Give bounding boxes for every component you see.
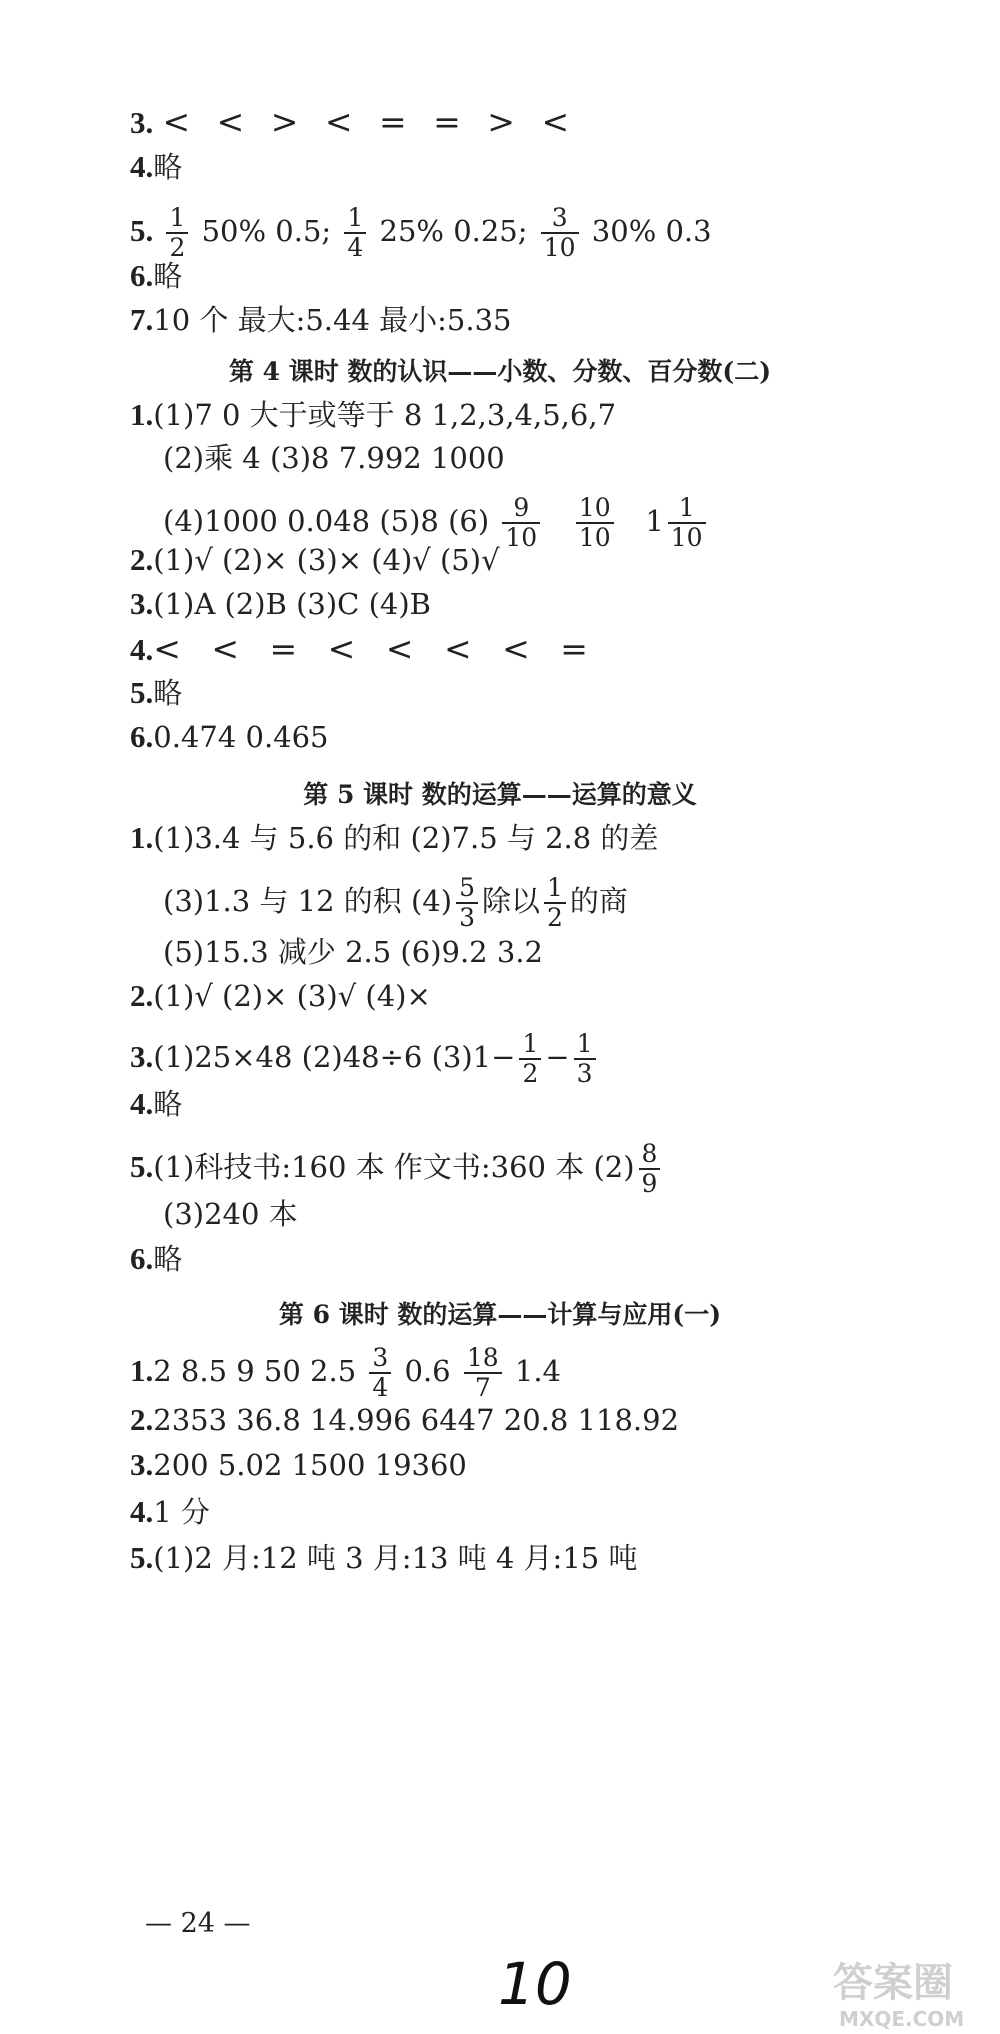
lesson6-heading: 第 6 课时 数的运算——计算与应用(一) <box>278 1300 722 1329</box>
svg-text:答案圈: 答案圈 <box>833 1960 953 2006</box>
q5-line: 5. $\frac{1}{2}$ 50% 0.5; $\frac{1}{4}$ 25% 0.25; $\frac{3}{10}$ 30% 0.3 <box>130 203 712 262</box>
l5-q5-cont: (3)240 本 <box>163 1197 298 1231</box>
l5-q2: 2.(1)√ (2)× (3)√ (4)× <box>130 978 431 1013</box>
fraction: $\frac{1}{2}$ <box>544 874 566 932</box>
l5-q6: 6.略 <box>130 1241 183 1276</box>
fraction: $\frac{9}{10}$ <box>502 494 540 552</box>
l4-q3: 3.(1)A (2)B (3)C (4)B <box>130 586 431 621</box>
l4-q1: 1.(1)7 0 大于或等于 8 1,2,3,4,5,6,7 <box>130 397 617 432</box>
l4-q5: 5.略 <box>130 675 183 710</box>
q6-line: 6.略 <box>130 258 183 293</box>
l6-q5: 5.(1)2 月:12 吨 3 月:13 吨 4 月:15 吨 <box>130 1540 638 1575</box>
l4-q1-cont: (2)乘 4 (3)8 7.992 1000 <box>163 441 505 475</box>
fraction: $\frac{1}{3}$ <box>574 1030 596 1088</box>
l5-q3: 3.(1)25×48 (2)48÷6 (3)1− $\frac{1}{2}$ − $\frac{1}{3}$ <box>130 1030 600 1088</box>
fraction: $\frac{1}{4}$ <box>344 204 366 262</box>
fraction: $\frac{5}{3}$ <box>456 874 478 932</box>
fraction: $\frac{8}{9}$ <box>639 1140 661 1198</box>
handwritten-number: 10 <box>498 1950 572 2018</box>
q4-line: 4.略 <box>130 149 183 184</box>
l4-q6: 6.0.474 0.465 <box>130 719 329 754</box>
l4-q2: 2.(1)√ (2)× (3)× (4)√ (5)√ <box>130 542 500 577</box>
page-number: — 24 — <box>145 1908 251 1939</box>
fraction: $\frac{1}{2}$ <box>519 1030 541 1088</box>
l5-q1-cont: (3)1.3 与 12 的积 (4) $\frac{5}{3}$ 除以 $\frac{1}{2}$ 的商 <box>163 873 628 932</box>
l5-q5: 5.(1)科技书:160 本 作文书:360 本 (2) $\frac{8}{9}$ <box>130 1140 664 1198</box>
l6-q4: 4.1 分 <box>130 1494 210 1529</box>
watermark-logo <box>827 1948 997 2032</box>
svg-text:MXQE.COM: MXQE.COM <box>839 2007 965 2031</box>
l5-q4: 4.略 <box>130 1086 183 1121</box>
fraction: $\frac{3}{4}$ <box>369 1344 391 1402</box>
q7-line: 7.10 个 最大:5.44 最小:5.35 <box>130 302 512 337</box>
l6-q2: 2.2353 36.8 14.996 6447 20.8 118.92 <box>130 1402 680 1437</box>
l4-q4: 4.< < = < < < < = <box>130 629 598 668</box>
q3-line: 3. < < > < = = > < <box>130 102 578 141</box>
fraction: $\frac{1}{10}$ <box>668 494 706 552</box>
fraction: $\frac{18}{7}$ <box>464 1344 502 1402</box>
lesson5-heading: 第 5 课时 数的运算——运算的意义 <box>303 780 697 809</box>
lesson4-heading: 第 4 课时 数的认识——小数、分数、百分数(二) <box>228 357 772 386</box>
fraction: $\frac{1}{2}$ <box>166 204 188 262</box>
l4-q1-cont2: (4)1000 0.048 (5)8 (6) $\frac{9}{10}$ $\frac{10}{10}$ 1 $\frac{1}{10}$ <box>163 494 710 552</box>
fraction: $\frac{3}{10}$ <box>541 204 579 262</box>
l5-q1: 1.(1)3.4 与 5.6 的和 (2)7.5 与 2.8 的差 <box>130 820 659 855</box>
l5-q1-cont2: (5)15.3 减少 2.5 (6)9.2 3.2 <box>163 935 543 969</box>
l6-q1: 1.2 8.5 9 50 2.5 $\frac{3}{4}$ 0.6 $\frac{18}{7}$ 1.4 <box>130 1343 562 1402</box>
l6-q3: 3.200 5.02 1500 19360 <box>130 1447 467 1482</box>
fraction: $\frac{10}{10}$ <box>576 494 614 552</box>
